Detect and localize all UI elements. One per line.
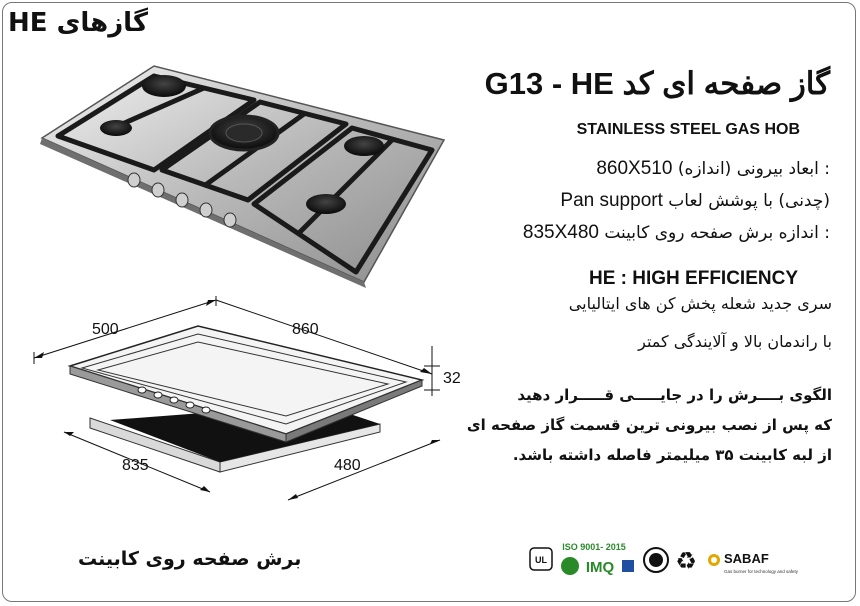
he-line-1: سری جدید شعله پخش کن های ایتالیایی [568, 294, 832, 313]
spec-label: : اندازه برش صفحه روی کابینت [604, 223, 830, 243]
dimension-diagram [20, 296, 480, 506]
spec-label: : ابعاد بیرونی (اندازه) [677, 159, 830, 179]
spec-value: Pan support [560, 190, 663, 211]
model-title: گاز صفحه ای کد G13 - HE [484, 66, 830, 101]
cert-mark-icon [644, 548, 668, 572]
install-note-line-2: که پس از نصب بیرونی ترین قسمت گاز صفحه ای [466, 416, 832, 434]
dim-depth-top: 500 [92, 321, 119, 338]
corner-title: گازهای HE [8, 8, 149, 38]
svg-text:♻: ♻ [675, 547, 697, 575]
spec-label: (چدنی) با پوشش لعاب [668, 191, 830, 211]
certification-logos [528, 538, 798, 580]
dim-cut-depth: 480 [334, 457, 361, 474]
spec-value: 835X480 [522, 222, 599, 243]
ul-mark-icon [530, 548, 552, 570]
spec-value: 860X510 [596, 158, 673, 179]
sabaf-logo-icon [708, 554, 720, 566]
dim-cut-width: 835 [122, 457, 149, 474]
install-note-line-3: از لبه کابینت ۳۵ میلیمتر فاصله داشته باشد. [512, 446, 832, 464]
he-heading: HE : HIGH EFFICIENCY [588, 268, 798, 289]
sabaf-label: SABAF [724, 551, 769, 566]
dim-width-top: 860 [292, 321, 319, 338]
product-subtitle: STAINLESS STEEL GAS HOB [576, 121, 800, 138]
gas-hob-illustration [34, 58, 454, 290]
dim-height: 32 [443, 370, 461, 387]
recycle-icon [675, 547, 697, 575]
spec-pan-support [560, 190, 830, 212]
install-note-line-1: الگوی بــــرش را در جایـــــی قـــــرار دهید [517, 386, 832, 404]
iso-label: ISO 9001- 2015 [562, 542, 626, 552]
sabaf-tagline: Gas burner for technology and safety [724, 569, 798, 574]
imq-label: IMQ [585, 559, 615, 576]
cutout-caption: برش صفحه روی کابینت [78, 548, 302, 570]
svg-text:UL: UL [535, 555, 547, 565]
spec-cut-size [523, 222, 830, 244]
he-line-2: با راندمان بالا و آلایندگی کمتر [638, 332, 832, 351]
spec-outer-dimensions [596, 158, 830, 180]
